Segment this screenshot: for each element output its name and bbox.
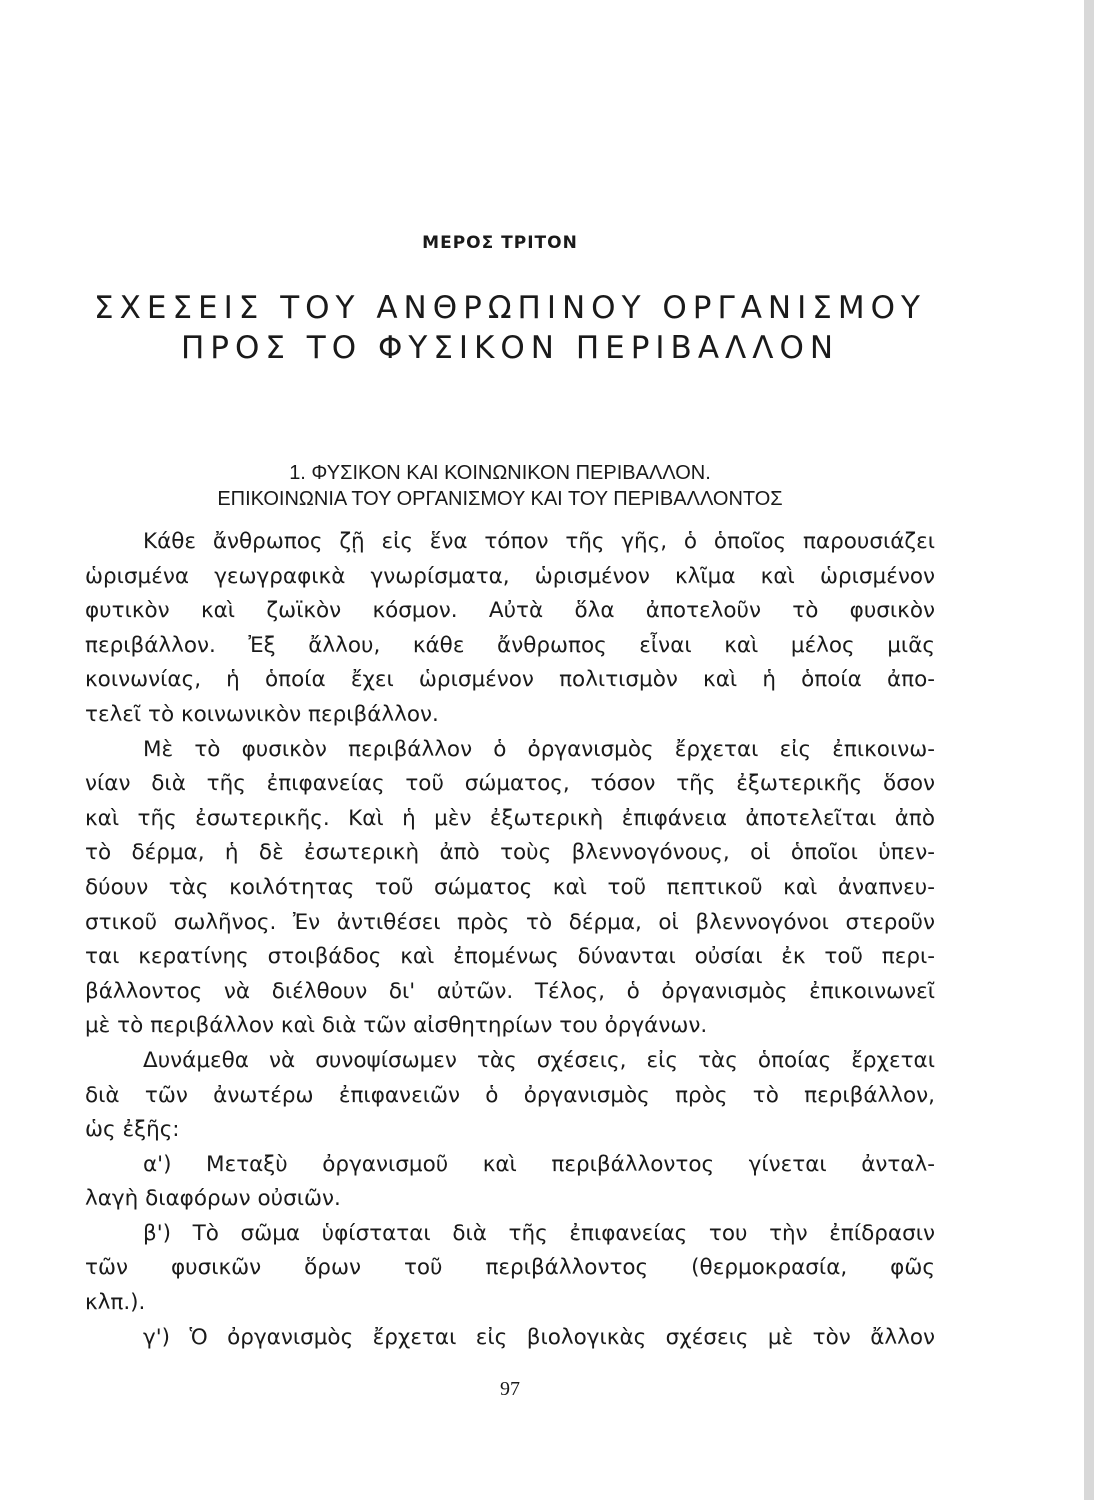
body-line: β') Τὸ σῶμα ὑφίσταται διὰ τῆς ἐπιφανείας του τὴν ἐπίδρασιν <box>143 1220 935 1246</box>
body-line: ται κερατίνης στοιβάδος καὶ ἐπομένως δύνανται οὐσίαι ἐκ τοῦ περι- <box>85 944 935 970</box>
body-line: Κάθε ἄνθρωπος ζῇ εἰς ἕνα τόπον τῆς γῆς, ὁ ὁποῖος παρουσιάζει <box>143 529 935 554</box>
main-title-line-2: ΠΡΟΣ ΤΟ ΦΥΣΙΚΟΝ ΠΕΡΙΒΑΛΛΟΝ <box>180 330 840 366</box>
body-line: ὡς ἐξῆς: <box>85 1117 180 1143</box>
body-line: καὶ τῆς ἐσωτερικῆς. Καὶ ἡ μὲν ἐξωτερικὴ ἐπιφάνεια ἀποτελεῖται ἀπὸ <box>85 805 935 831</box>
body-line: κλπ.). <box>85 1290 146 1316</box>
body-line: φυτικὸν καὶ ζωϊκὸν κόσμον. Αὐτὰ ὅλα ἀποτελοῦν τὸ φυσικὸν <box>85 598 935 624</box>
body-line: περιβάλλον. Ἐξ ἄλλου, κάθε ἄνθρωπος εἶναι καὶ μέλος μιᾶς <box>85 632 935 658</box>
body-line: γ') Ὁ ὀργανισμὸς ἔρχεται εἰς βιολογικὰς σχέσεις μὲ τὸν ἄλλον <box>143 1324 935 1350</box>
body-text <box>85 525 935 1355</box>
page-number: 97 <box>500 1378 520 1400</box>
body-line: δύουν τὰς κοιλότητας τοῦ σώματος καὶ τοῦ πεπτικοῦ καὶ ἀναπνευ- <box>85 874 935 900</box>
body-line: τὸ δέρμα, ἡ δὲ ἐσωτερικὴ ἀπὸ τοὺς βλεννογόνους, οἱ ὁποῖοι ὑπεν- <box>85 840 935 866</box>
body-line: νίαν διὰ τῆς ἐπιφανείας τοῦ σώματος, τόσον τῆς ἐξωτερικῆς ὅσον <box>85 771 935 797</box>
section-heading-line-1: 1. ΦΥΣΙΚΟΝ ΚΑΙ ΚΟΙΝΩΝΙΚΟΝ ΠΕΡΙΒΑΛΛΟΝ. <box>289 462 711 484</box>
body-line: στικοῦ σωλῆνος. Ἐν ἀντιθέσει πρὸς τὸ δέρμα, οἱ βλεννογόνοι στεροῦν <box>85 909 935 935</box>
body-line: μὲ τὸ περιβάλλον καὶ διὰ τῶν αἰσθητηρίων του ὀργάνων. <box>85 1013 708 1039</box>
body-line: κοινωνίας, ἡ ὁποία ἔχει ὡρισμένον πολιτισμὸν καὶ ἡ ὁποία ἀπο- <box>85 667 935 693</box>
page-edge <box>1084 0 1094 1500</box>
body-line: τῶν φυσικῶν ὅρων τοῦ περιβάλλοντος (θερμοκρασία, φῶς <box>85 1255 935 1281</box>
body-line: Δυνάμεθα νὰ συνοψίσωμεν τὰς σχέσεις, εἰς τὰς ὁποίας ἔρχεται <box>143 1047 935 1073</box>
body-line: λαγὴ διαφόρων οὐσιῶν. <box>85 1186 341 1212</box>
body-line: ὡρισμένα γεωγραφικὰ γνωρίσματα, ὡρισμένον κλῖμα καὶ ὡρισμένον <box>85 563 935 589</box>
main-title-line-1: ΣΧΕΣΕΙΣ ΤΟΥ ΑΝΘΡΩΠΙΝΟΥ ΟΡΓΑΝΙΣΜΟΥ <box>94 290 926 326</box>
body-line: α') Μεταξὺ ὀργανισμοῦ καὶ περιβάλλοντος γίνεται ἀνταλ- <box>143 1151 935 1177</box>
body-line: διὰ τῶν ἀνωτέρω ἐπιφανειῶν ὁ ὀργανισμὸς πρὸς τὸ περιβάλλον, <box>85 1082 935 1108</box>
body-line: τελεῖ τὸ κοινωνικὸν περιβάλλον. <box>85 701 439 727</box>
body-line: Μὲ τὸ φυσικὸν περιβάλλον ὁ ὀργανισμὸς ἔρχεται εἰς ἐπικοινω- <box>143 736 935 762</box>
part-title: ΜΕΡΟΣ ΤΡΙΤΟΝ <box>422 233 578 253</box>
body-line: βάλλοντος νὰ διέλθουν δι' αὐτῶν. Τέλος, ὁ ὀργανισμὸς ἐπικοινωνεῖ <box>85 978 935 1004</box>
section-heading-line-2: ΕΠΙΚΟΙΝΩΝΙΑ ΤΟΥ ΟΡΓΑΝΙΣΜΟΥ ΚΑΙ ΤΟΥ ΠΕΡΙΒΑΛΛΟΝΤΟΣ <box>217 488 783 510</box>
